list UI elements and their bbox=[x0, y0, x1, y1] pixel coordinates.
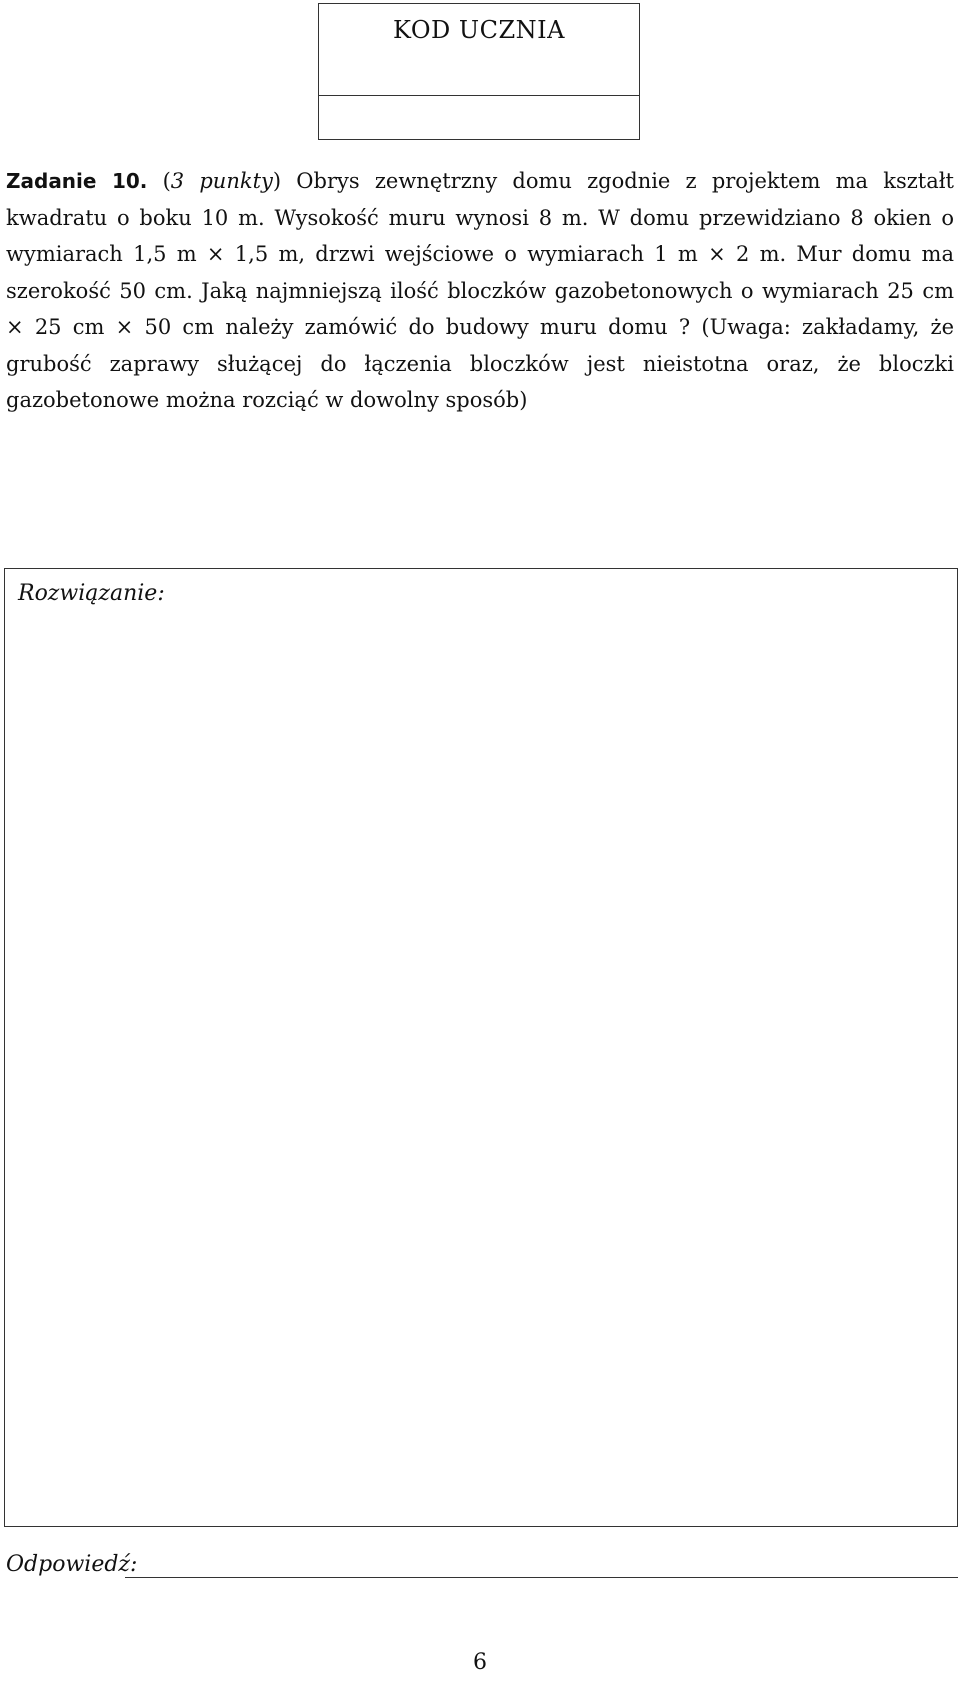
student-code-label: KOD UCZNIA bbox=[393, 16, 565, 44]
solution-label: Rozwiązanie: bbox=[18, 581, 165, 606]
student-code-box bbox=[318, 3, 640, 140]
student-code-divider bbox=[319, 95, 639, 96]
task-statement bbox=[6, 163, 954, 419]
answer-line[interactable] bbox=[125, 1577, 958, 1578]
task-text: Obrys zewnętrzny domu zgodnie z projektem ma kształt kwadratu o boku 10 m. Wysokość muru wynosi 8 m. W domu przewidziano 8 okien o wymiarach 1,5 m × 1,5 m, drzwi wejściowe o wymiarach 1 m × 2 m. Mur domu ma szerokość 50 cm. Jaką najmniejszą ilość bloczków gazobetonowych o wymiarach 25 cm × 25 cm × 50 cm należy zamówić do budowy muru domu ? (Uwaga: zakładamy, że grubość zaprawy służącej do łączenia bloczków jest nieistotna oraz, że bloczki gazobetonowe można rozciąć w dowolny sposób) bbox=[6, 169, 954, 412]
task-points-label: 3 punkty bbox=[170, 169, 273, 193]
answer-row bbox=[6, 1552, 958, 1588]
answer-label: Odpowiedź: bbox=[6, 1552, 138, 1577]
solution-area[interactable] bbox=[4, 568, 958, 1527]
task-title: Zadanie 10. bbox=[6, 169, 148, 193]
task-points: (3 punkty) bbox=[162, 169, 282, 193]
page-number: 6 bbox=[473, 1650, 487, 1675]
